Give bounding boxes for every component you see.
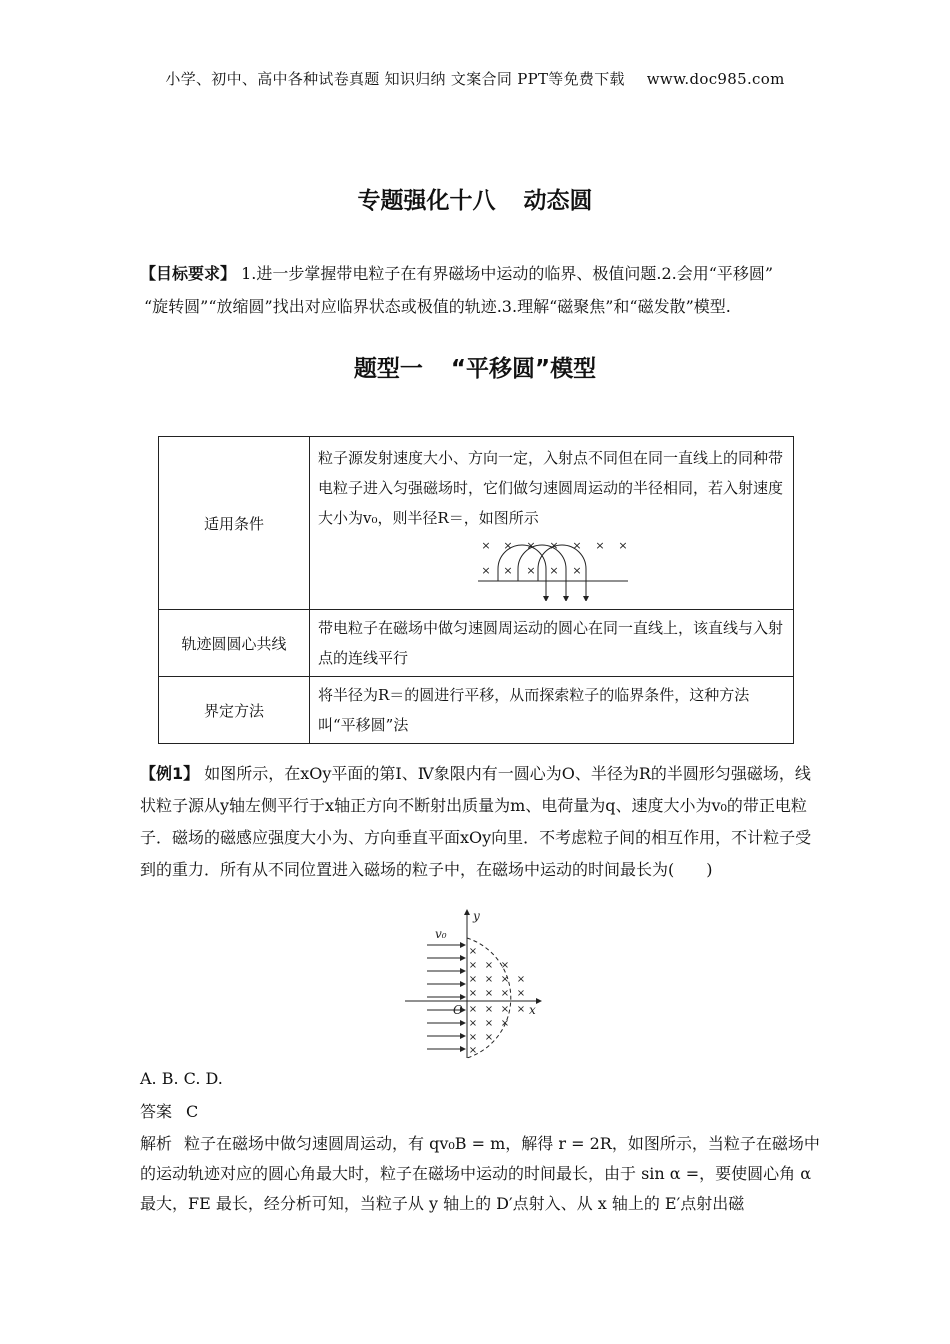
- field-x-mark: ×: [484, 1018, 494, 1029]
- goal-line-1: 1.进一步掌握带电粒子在有界磁场中运动的临界、极值问题.2.会用“平移圆”: [241, 264, 774, 283]
- field-x-mark: ×: [481, 539, 491, 552]
- incoming-arrows: [427, 945, 463, 1049]
- field-x-mark: ×: [516, 988, 526, 999]
- origin-label: O: [453, 1003, 463, 1017]
- table-row: [159, 610, 794, 677]
- model-table: [158, 436, 794, 744]
- translation-circles-figure: [468, 539, 628, 601]
- answer-line: [140, 1099, 198, 1122]
- velocity-label: v₀: [435, 927, 447, 941]
- answer-value: C: [186, 1102, 199, 1121]
- field-x-mark: ×: [618, 539, 628, 552]
- field-x-mark: ×: [549, 539, 559, 552]
- table-key: 适用条件: [159, 437, 310, 610]
- field-x-mark: ×: [468, 1045, 478, 1056]
- field-x-mark: ×: [468, 1004, 478, 1015]
- field-x-mark: ×: [503, 564, 513, 577]
- field-x-mark: ×: [484, 960, 494, 971]
- field-x-mark: ×: [526, 564, 536, 577]
- table-key: 轨迹圆圆心共线: [159, 610, 310, 677]
- section-prefix: 题型一: [353, 356, 423, 382]
- header-text: 小学、初中、高中各种试卷真题 知识归纳 文案合同 PPT等免费下载: [165, 70, 625, 88]
- field-x-mark: ×: [468, 1032, 478, 1043]
- table-value: 粒子源发射速度大小、方向一定，入射点不同但在同一直线上的同种带电粒子进入匀强磁场时，它们做匀速圆周运动的半径相同，若入射速度大小为v₀，则半径R＝，如图所示: [318, 449, 784, 527]
- page-header: [0, 68, 950, 89]
- field-x-mark: ×: [468, 946, 478, 957]
- table-value: 带电粒子在磁场中做匀速圆周运动的圆心在同一直线上，该直线与入射点的连线平行: [310, 610, 794, 677]
- example-text: 如图所示，在xOy平面的第Ⅰ、Ⅳ象限内有一圆心为O、半径为R的半圆形匀强磁场，线状粒子源从y轴左侧平行于x轴正方向不断射出质量为m、电荷量为q、速度大小为v₀的带正电粒子．磁场的磁感应强度大小为、方向垂直平面xOy向里．不考虑粒子间的相互作用，不计粒子受到的重力．所有从不同位置进入磁场的粒子中，在磁场中运动的时间最长为( ): [140, 764, 812, 879]
- field-x-mark: ×: [484, 1032, 494, 1043]
- field-x-mark: ×: [516, 974, 526, 985]
- example-1: [140, 758, 820, 886]
- table-value: 将半径为R＝的圆进行平移，从而探索粒子的临界条件，这种方法叫“平移圆”法: [310, 677, 794, 744]
- title-sub: 动态圆: [523, 188, 593, 214]
- field-x-mark: ×: [500, 974, 510, 985]
- goal-line-2: “旋转圆”“放缩圆”找出对应临界状态或极值的轨迹.3.理解“磁聚焦”和“磁发散”模型.: [144, 297, 731, 316]
- field-x-mark: ×: [468, 960, 478, 971]
- table-row: [159, 437, 794, 610]
- x-axis-label: x: [529, 1003, 536, 1017]
- analysis-label: 解析: [140, 1134, 173, 1153]
- field-x-mark: ×: [572, 539, 582, 552]
- goal-label: 【目标要求】: [140, 264, 237, 283]
- y-axis-label: y: [473, 909, 480, 923]
- field-x-mark: ×: [526, 539, 536, 552]
- section-title: “平移圆”模型: [450, 356, 597, 382]
- field-x-mark: ×: [481, 564, 491, 577]
- field-x-mark: ×: [595, 539, 605, 552]
- field-x-mark: ×: [572, 564, 582, 577]
- field-x-mark: ×: [484, 1004, 494, 1015]
- field-x-mark: ×: [484, 988, 494, 999]
- field-x-mark: ×: [468, 1018, 478, 1029]
- semicircle-field-figure: [405, 908, 545, 1060]
- answer-choices: A. B. C. D.: [140, 1069, 223, 1088]
- table-value-cell: [310, 437, 794, 610]
- table-key: 界定方法: [159, 677, 310, 744]
- field-x-mark: ×: [500, 1004, 510, 1015]
- header-url[interactable]: www.doc985.com: [646, 70, 785, 88]
- field-x-mark: ×: [484, 974, 494, 985]
- table-row: [159, 677, 794, 744]
- goal-paragraph: [140, 257, 820, 323]
- section-heading: [0, 350, 950, 383]
- trajectory-arc: [518, 545, 566, 599]
- field-x-mark: ×: [500, 960, 510, 971]
- analysis-paragraph: [140, 1129, 820, 1219]
- answer-label: 答案: [140, 1102, 173, 1121]
- title-main: 专题强化十八: [357, 188, 496, 214]
- field-x-mark: ×: [500, 988, 510, 999]
- analysis-text: 粒子在磁场中做匀速圆周运动，有 qv₀B = m，解得 r = 2R，如图所示，当粒子在磁场中的运动轨迹对应的圆心角最大时，粒子在磁场中运动的时间最长，由于 sin α =，要使圆心角 α 最大，FE 最长，经分析可知，当粒子从 y 轴上的 D′点射入、从 x 轴上的 E′点射出磁: [140, 1134, 820, 1213]
- field-x-mark: ×: [516, 1004, 526, 1015]
- field-x-mark: ×: [500, 1018, 510, 1029]
- field-x-mark: ×: [468, 988, 478, 999]
- field-x-mark: ×: [503, 539, 513, 552]
- example-label: 【例1】: [140, 764, 200, 783]
- page-title: [0, 182, 950, 215]
- field-x-mark: ×: [549, 564, 559, 577]
- field-x-mark: ×: [468, 974, 478, 985]
